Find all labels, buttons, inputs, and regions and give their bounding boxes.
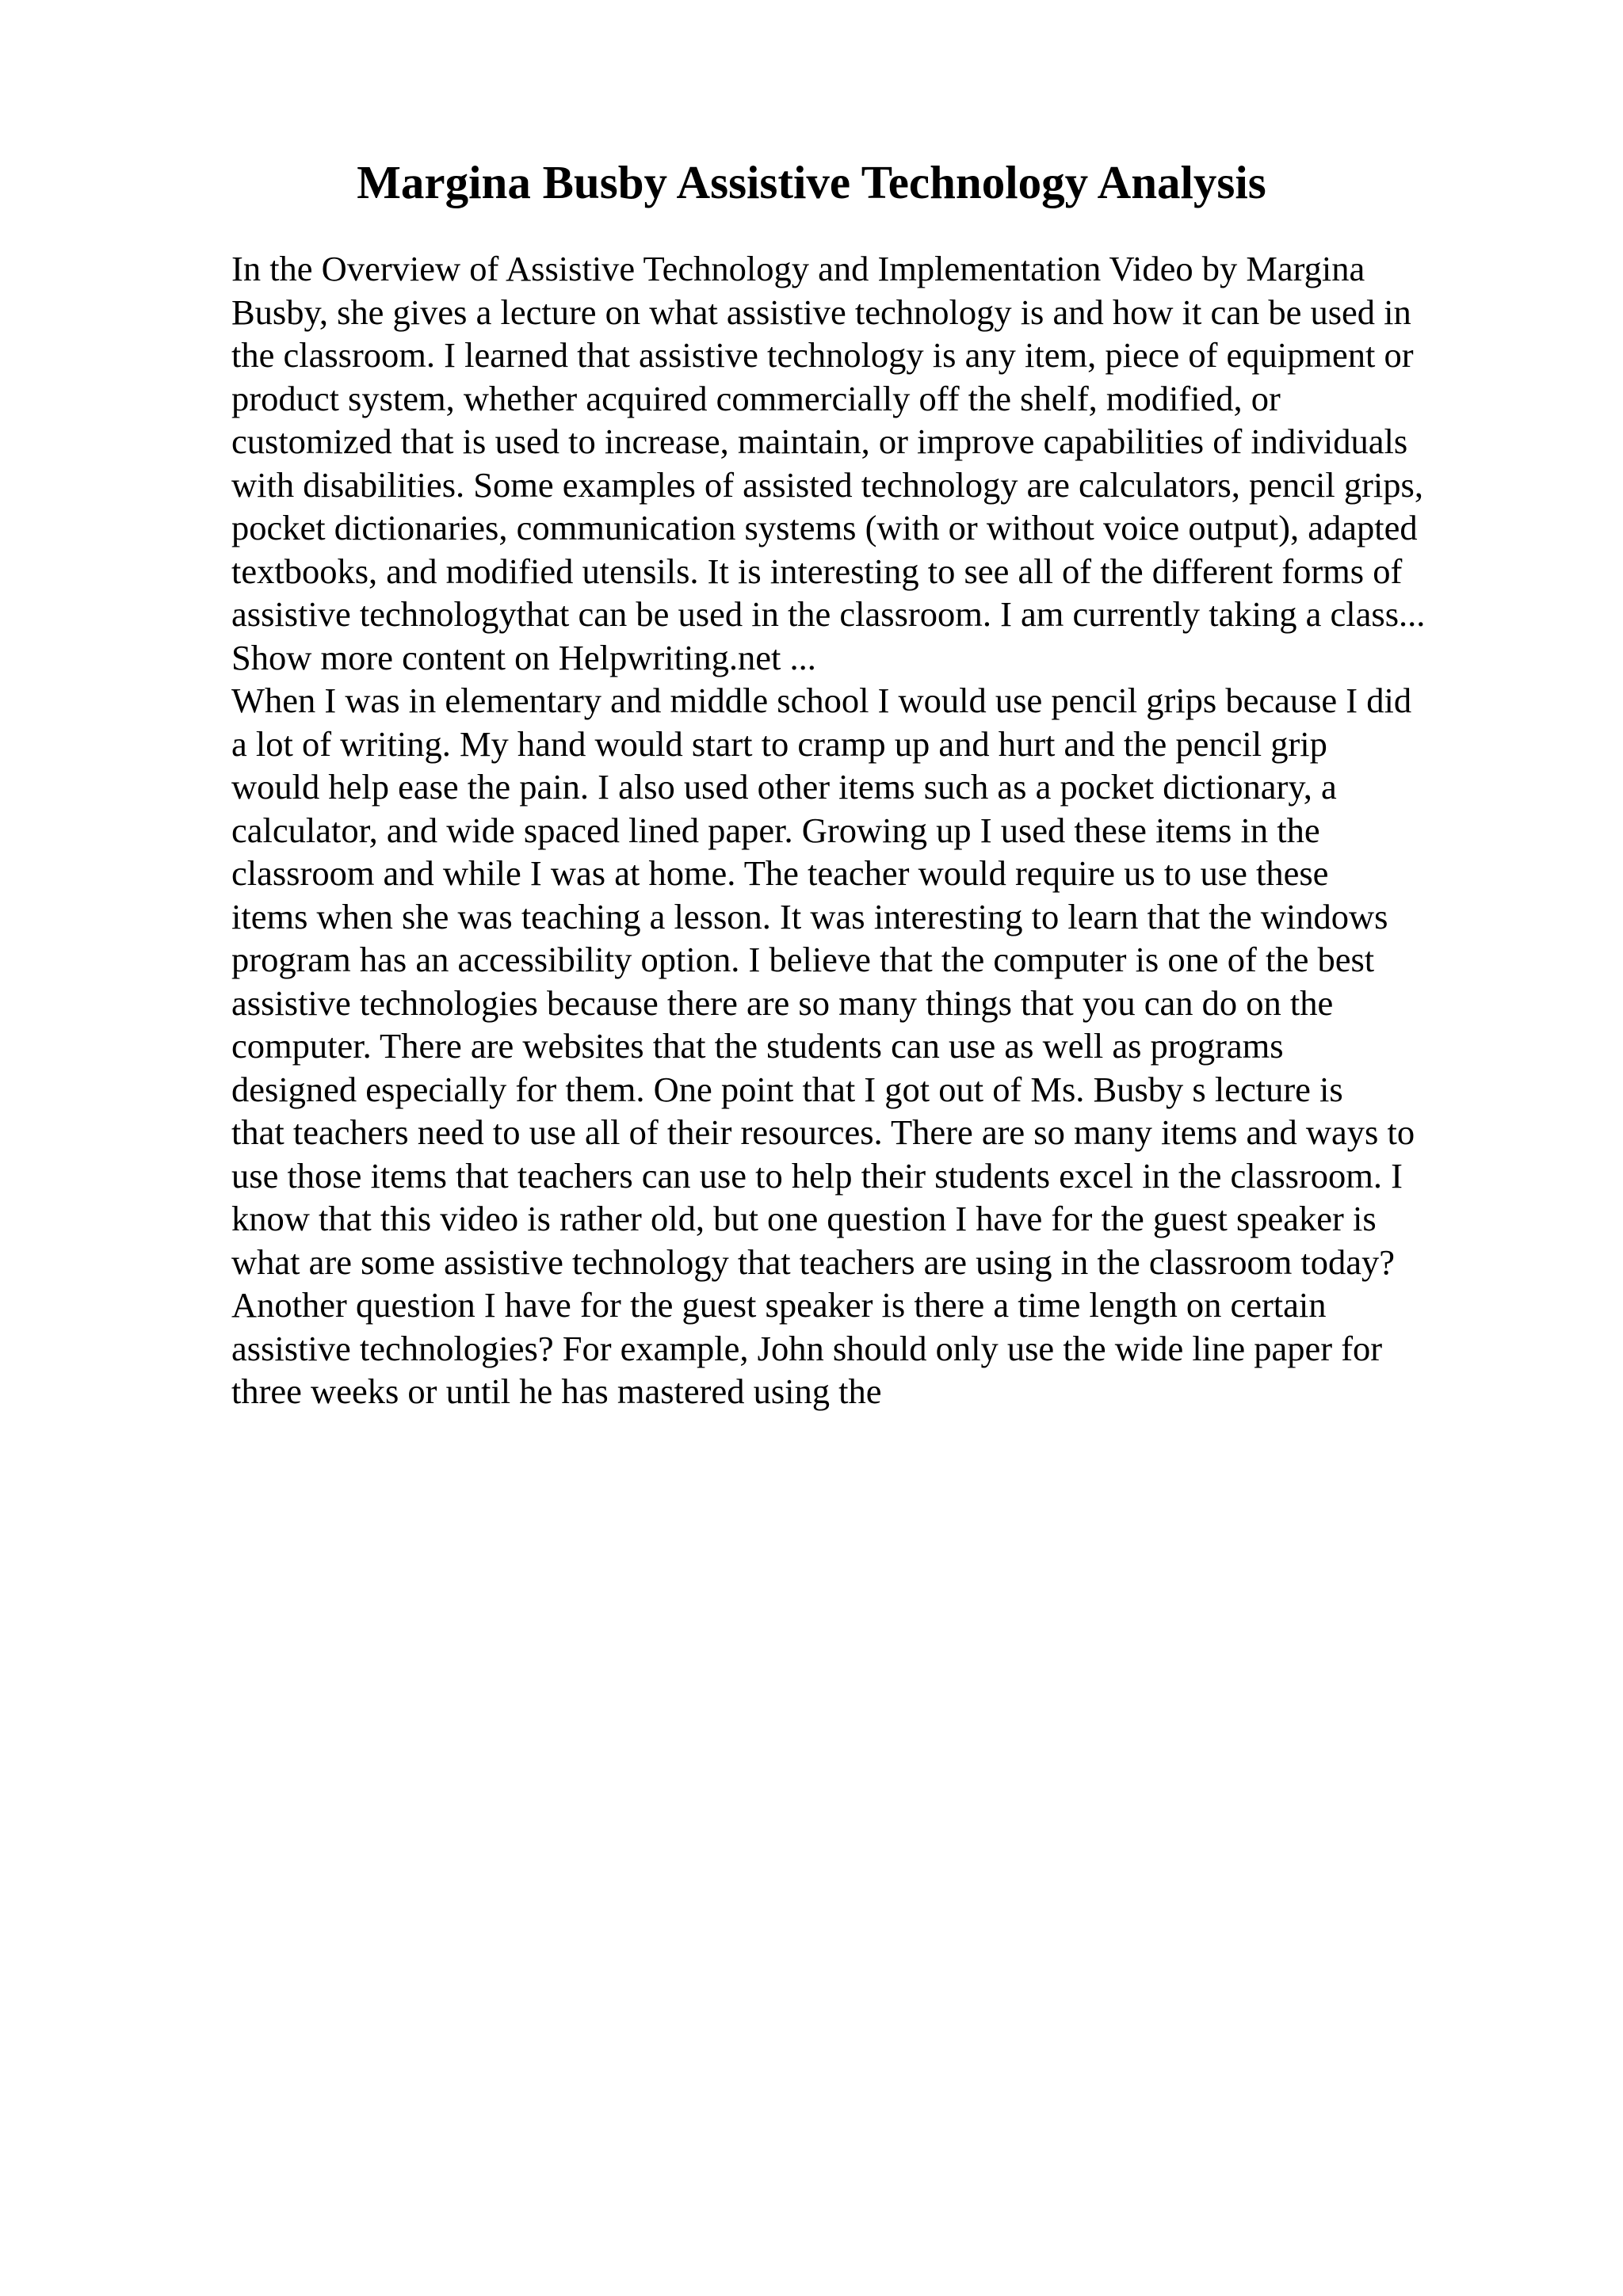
- body-line: computer. There are websites that the students can use as well as programs: [231, 1026, 1284, 1066]
- show-more-link[interactable]: Show more content on Helpwriting.net ...: [231, 637, 816, 677]
- body-line: what are some assistive technology that teachers are using in the classroom today?: [231, 1241, 1396, 1282]
- body-line: would help ease the pain. I also used other items such as a pocket dictionary, a: [231, 767, 1337, 807]
- body-line: textbooks, and modified utensils. It is interesting to see all of the different forms of: [231, 551, 1403, 591]
- document-title: Margina Busby Assistive Technology Analysis: [357, 156, 1266, 208]
- body-line: use those items that teachers can use to help their students excel in the classroom. I: [231, 1155, 1403, 1196]
- body-line: In the Overview of Assistive Technology and Implementation Video by Margina: [231, 249, 1365, 288]
- body-line: with disabilities. Some examples of assisted technology are calculators, pencil grips,: [231, 464, 1423, 505]
- body-line: product system, whether acquired commercially off the shelf, modified, or: [231, 378, 1281, 418]
- body-line: the classroom. I learned that assistive technology is any item, piece of equipment or: [231, 335, 1414, 375]
- document-body: [231, 247, 1594, 1413]
- body-line: customized that is used to increase, maintain, or improve capabilities of individuals: [231, 421, 1408, 461]
- body-line: program has an accessibility option. I believe that the computer is one of the best: [231, 940, 1375, 979]
- body-line: classroom and while I was at home. The teacher would require us to use these: [231, 853, 1329, 893]
- body-line: Busby, she gives a lecture on what assistive technology is and how it can be used in: [231, 292, 1411, 332]
- body-line: Another question I have for the guest speaker is there a time length on certain: [231, 1285, 1327, 1325]
- body-line: When I was in elementary and middle school I would use pencil grips because I did: [231, 681, 1412, 720]
- body-line: three weeks or until he has mastered using the: [231, 1371, 882, 1411]
- body-line: pocket dictionaries, communication systems (with or without voice output), adapted: [231, 508, 1418, 547]
- body-line: know that this video is rather old, but one question I have for the guest speaker is: [231, 1199, 1377, 1238]
- body-line: that teachers need to use all of their resources. There are so many items and ways to: [231, 1112, 1415, 1152]
- body-line: designed especially for them. One point that I got out of Ms. Busby s lecture is: [231, 1069, 1343, 1109]
- body-line: assistive technologies? For example, John should only use the wide line paper for: [231, 1328, 1383, 1368]
- body-line: calculator, and wide spaced lined paper. Growing up I used these items in the: [231, 810, 1320, 850]
- body-line: assistive technologies because there are so many things that you can do on the: [231, 982, 1334, 1023]
- body-line: items when she was teaching a lesson. It was interesting to learn that the windows: [231, 896, 1388, 936]
- body-line: a lot of writing. My hand would start to cramp up and hurt and the pencil grip: [231, 723, 1327, 764]
- body-line: assistive technologythat can be used in the classroom. I am currently taking a class...: [231, 594, 1426, 634]
